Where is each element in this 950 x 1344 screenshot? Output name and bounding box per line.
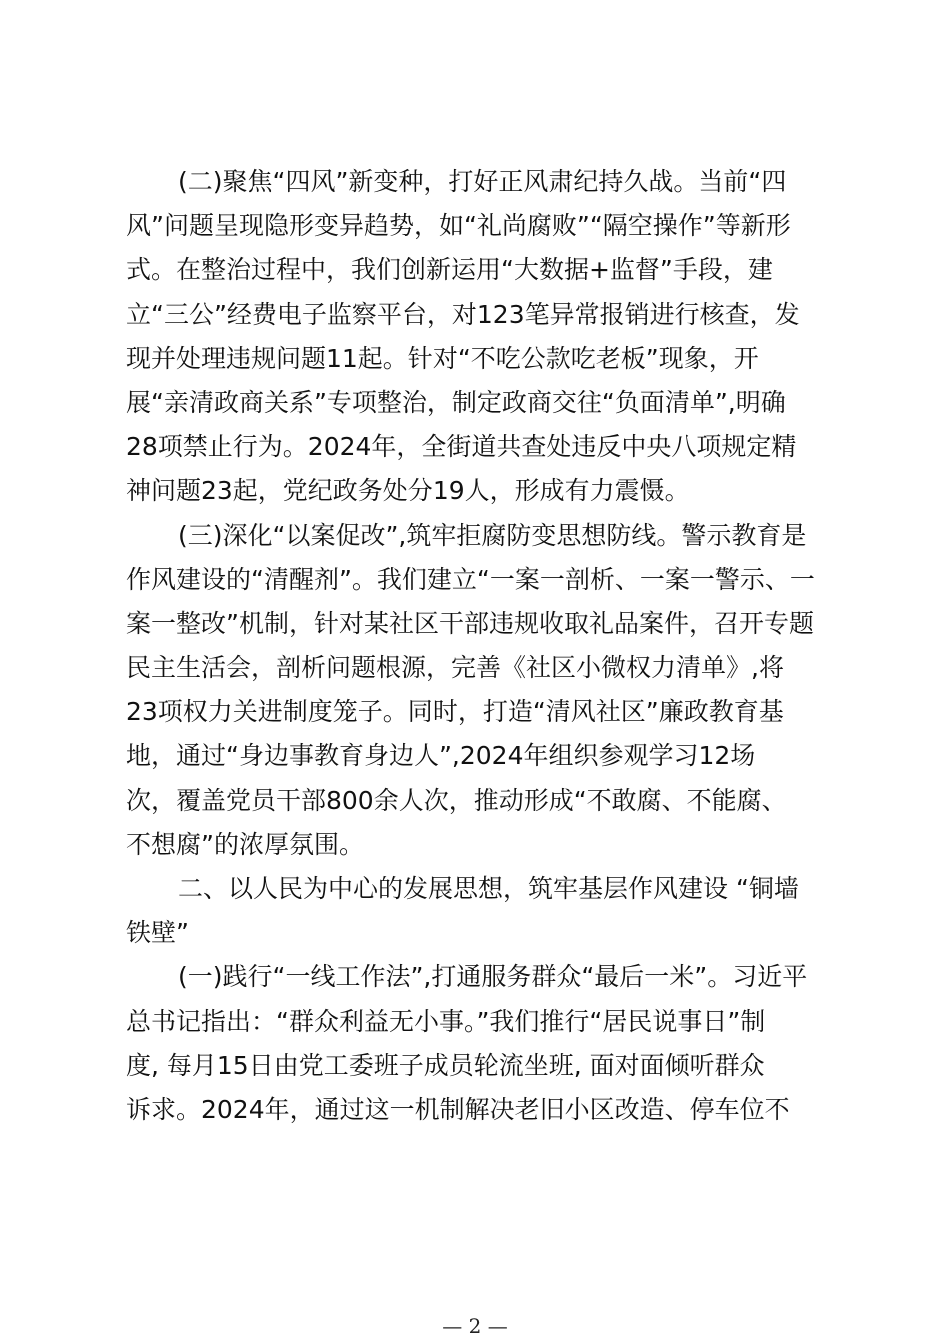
text-line: 式。在整治过程中，我们创新运用“大数据+监督”手段，建 — [126, 255, 773, 285]
text-line: 现并处理违规问题11起。针对“不吃公款吃老板”现象，开 — [126, 343, 759, 373]
paragraph-sub-3 — [126, 514, 832, 868]
text-line: 诉求。2024年，通过这一机制解决老旧小区改造、停车位不 — [126, 1094, 790, 1124]
page-body — [126, 160, 832, 1132]
text-line: 二、以人民为中心的发展思想，筑牢基层作风建设 “铜墙 — [178, 874, 799, 903]
paragraph-sub-2 — [126, 160, 832, 514]
text-line: (三)深化“以案促改”,筑牢拒腐防变思想防线。警示教育是 — [178, 520, 807, 550]
text-line: 总书记指出：“群众利益无小事。”我们推行“居民说事日”制 — [126, 1006, 766, 1036]
text-line: 民主生活会，剖析问题根源，完善《社区小微权力清单》,将 — [126, 653, 784, 683]
text-line: 神问题23起，党纪政务处分19人，形成有力震慑。 — [126, 476, 690, 506]
paragraph-sub-1 — [126, 955, 832, 1132]
text-line: 立“三公”经费电子监察平台，对123笔异常报销进行核查，发 — [126, 299, 800, 329]
text-line: 风”问题呈现隐形变异趋势，如“礼尚腐败”“隔空操作”等新形 — [126, 211, 791, 241]
section-heading — [126, 867, 832, 955]
text-line: 案一整改”机制，针对某社区干部违规收取礼品案件，召开专题 — [126, 608, 814, 638]
text-line: 地，通过“身边事教育身边人”,2024年组织参观学习12场 — [126, 741, 756, 771]
text-line: 铁壁” — [126, 918, 189, 948]
text-line: 28项禁止行为。2024年，全街道共查处违反中央八项规定精 — [126, 432, 797, 462]
text-line: (二)聚焦“四风”新变种，打好正风肃纪持久战。当前“四 — [178, 167, 787, 196]
text-line: (一)践行“一线工作法”,打通服务群众“最后一米”。习近平 — [178, 962, 808, 992]
text-line: 次，覆盖党员干部800余人次，推动形成“不敢腐、不能腐、 — [126, 785, 787, 815]
text-line: 23项权力关进制度笼子。同时，打造“清风社区”廉政教育基 — [126, 697, 784, 727]
text-line: 不想腐”的浓厚氛围。 — [126, 829, 364, 859]
page-number: — 2 — — [442, 1314, 508, 1338]
text-line: 作风建设的“清醒剂”。我们建立“一案一剖析、一案一警示、一 — [126, 564, 815, 594]
text-line: 展“亲清政商关系”专项整治，制定政商交往“负面清单”,明确 — [126, 387, 786, 417]
text-line: 度, 每月15日由党工委班子成员轮流坐班, 面对面倾听群众 — [126, 1050, 765, 1080]
